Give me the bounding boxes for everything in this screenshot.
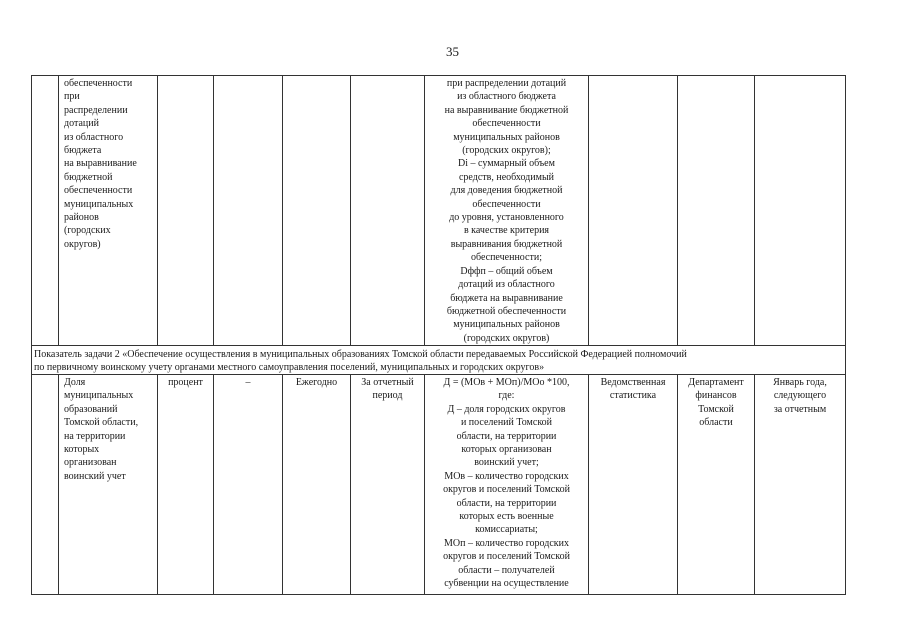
bottom-row-source: Ведомственная статистика: [600, 377, 666, 402]
col-line-5b: [350, 374, 351, 595]
col-line-4b: [282, 374, 283, 595]
col-line-7b: [588, 374, 589, 595]
col-line-1b: [58, 374, 59, 595]
table-top-border: [31, 75, 846, 76]
bottom-row-responsible: Департамент финансов Томской области: [688, 377, 744, 429]
col-line-10: [845, 75, 846, 595]
col-line-5: [350, 75, 351, 346]
col-line-0: [31, 75, 32, 595]
bottom-row-period-type: За отчетный период: [361, 377, 414, 402]
col-line-1: [58, 75, 59, 346]
bottom-row-deadline: Январь года, следующего за отчетным: [773, 377, 827, 415]
bottom-row-dash: –: [245, 377, 251, 388]
col-line-8: [677, 75, 678, 346]
bottom-row-indicator: Доля муниципальных образований Томской области, на территории которых организован воинский учет: [64, 377, 139, 482]
col-line-4: [282, 75, 283, 346]
task-indicator-banner: Показатель задачи 2 «Обеспечение осуществления в муниципальных образованиях Томской области передаваемых Российской Федерацией полномочий по первичному воинскому учету органами местного самоуправления поселений, муниципальных и городских округов»: [34, 349, 687, 374]
col-line-2b: [157, 374, 158, 595]
col-line-7: [588, 75, 589, 346]
col-line-3b: [213, 374, 214, 595]
row-divider-top: [31, 345, 846, 346]
top-row-indicator: обеспеченности при распределении дотаций из областного бюджета на выравнивание бюджетной обеспеченности муниципальных районов (городских округов): [64, 78, 137, 250]
top-row-formula: при распределении дотаций из областного бюджета на выравнивание бюджетной обеспеченности муниципальных районов (городских округов); Di – суммарный объем средств, необходимый для доведения бюджетной обеспеченности до уровня, установленного в качестве критерия выравнивания бюджетной обеспеченности; Dффп – общий объем дотаций из областного бюджета на выравнивание бюджетной обеспеченности муниципальных районов (городских округов): [444, 78, 569, 344]
col-line-2: [157, 75, 158, 346]
bottom-row-formula: Д = (МОв + МОп)/МОо *100, где: Д – доля городских округов и поселений Томской области, на территории которых организован воинский учет; МОв – количество городских округов и поселений Томской области, на территории которых есть военные комиссариаты; МОп – количество городских округов и поселений Томской области – получателей субвенции на осуществление: [443, 377, 570, 590]
col-line-9: [754, 75, 755, 346]
bottom-row-periodicity: Ежегодно: [295, 377, 338, 388]
col-line-3: [213, 75, 214, 346]
bottom-row-unit: процент: [168, 377, 203, 388]
page-number: 35: [446, 44, 459, 59]
table-bottom-border: [31, 594, 846, 595]
